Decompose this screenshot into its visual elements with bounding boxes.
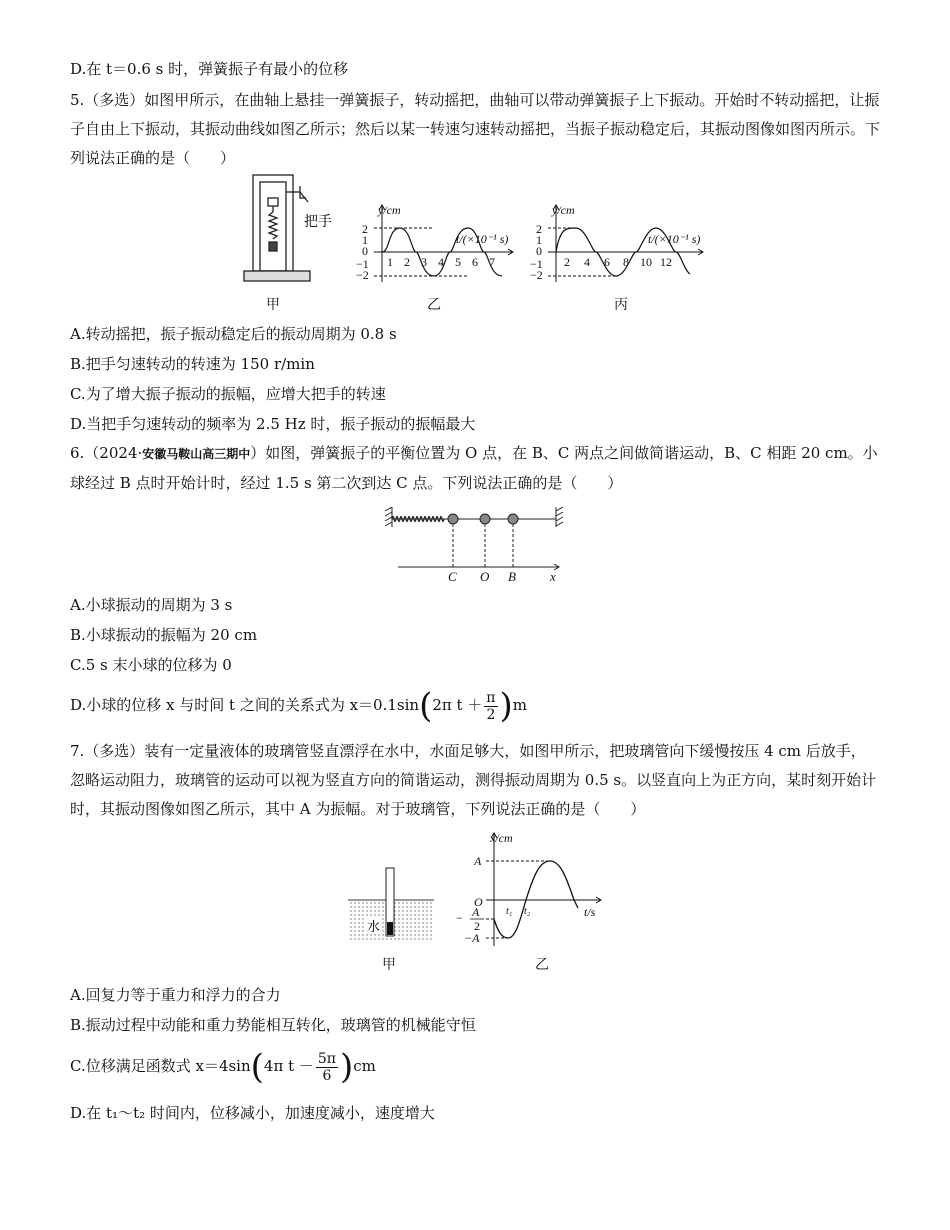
- svg-text:0: 0: [536, 244, 542, 258]
- water-label: 水: [367, 920, 381, 935]
- q6-option-d: D.小球的位移 x 与时间 t 之间的关系式为 x＝0.1sin(2π t ＋ $\frac{\pi}{2}$ )m: [70, 686, 527, 726]
- q6-option-a: A.小球振动的周期为 3 s: [70, 596, 233, 614]
- q6-option-c: C.5 s 末小球的位移为 0: [70, 656, 232, 674]
- q5-caption-jia: 甲: [266, 297, 280, 313]
- svg-text:t₂: t₂: [524, 906, 531, 917]
- svg-text:4: 4: [584, 255, 590, 269]
- svg-text:−2: −2: [356, 268, 369, 282]
- q5-stem: 5.（多选）如图甲所示，在曲轴上悬挂一弹簧振子，转动摇把，曲轴可以带动弹簧振子上下振动。开始时不转动摇把，让振子自由上下振动，其振动曲线如图乙所示；然后以某一转速匀速转动摇把，当振子振动稳定后，其振动图像如图丙所示。下列说法正确的是（ ）: [70, 91, 881, 167]
- q5-graph-bing: [526, 200, 712, 288]
- q5-fig-apparatus: [238, 172, 338, 284]
- handle-label: 把手: [304, 214, 332, 230]
- frame-inner: [260, 182, 286, 271]
- q5-caption-bing: 丙: [614, 297, 628, 313]
- q7-option-c: C.位移满足函数式 x＝4sin(4π t － $\frac{5\pi}{6}$ )cm: [70, 1047, 376, 1087]
- svg-text:O: O: [480, 569, 490, 584]
- svg-text:−1: −1: [530, 257, 543, 271]
- svg-text:t/s: t/s: [584, 905, 596, 919]
- svg-text:t/(×10⁻¹ s): t/(×10⁻¹ s): [456, 232, 509, 246]
- q7-caption-yi: 乙: [535, 957, 549, 973]
- q5-option-b: B.把手匀速转动的转速为 150 r/min: [70, 355, 315, 373]
- svg-text:3: 3: [421, 255, 427, 269]
- q6-stem: 6.（2024·安徽马鞍山高三期中）如图，弹簧振子的平衡位置为 O 点，在 B、C 两点之间做简谐运动，B、C 相距 20 cm。小球经过 B 点时开始计时，经过 1.5 s 第二次到达 C 点。下列说法正确的是（ ）: [70, 444, 878, 492]
- q7-option-a: A.回复力等于重力和浮力的合力: [70, 986, 281, 1004]
- q5-option-d: D.当把手匀速转动的频率为 2.5 Hz 时，振子振动的振幅最大: [70, 415, 476, 433]
- spring-icon: [269, 212, 277, 239]
- svg-text:10: 10: [640, 255, 652, 269]
- q5-option-c: C.为了增大振子振动的振幅，应增大把手的转速: [70, 385, 386, 403]
- q7-fig-tube: [346, 866, 436, 944]
- svg-text:0: 0: [362, 244, 368, 258]
- svg-text:O: O: [474, 895, 483, 909]
- svg-text:6: 6: [604, 255, 610, 269]
- svg-text:1: 1: [362, 233, 368, 247]
- q5-caption-yi: 乙: [427, 297, 441, 313]
- q5-graph-yi: [352, 200, 522, 288]
- svg-text:1: 1: [536, 233, 542, 247]
- ball-o: [480, 514, 490, 524]
- svg-text:2: 2: [404, 255, 410, 269]
- q7-option-b: B.振动过程中动能和重力势能相互转化，玻璃管的机械能守恒: [70, 1016, 476, 1034]
- svg-text:5: 5: [455, 255, 461, 269]
- svg-text:7: 7: [489, 255, 495, 269]
- q7-stem: 7.（多选）装有一定量液体的玻璃管竖直漂浮在水中，水面足够大，如图甲所示，把玻璃管向下缓慢按压 4 cm 后放手，忽略运动阻力，玻璃管的运动可以视为竖直方向的简谐运动，测得振动周期为 0.5 s。以竖直向上为正方向，某时刻开始计时，其振动图像如图乙所示，其中 A 为振幅。对于玻璃管，下列说法正确的是（ ）: [70, 742, 877, 818]
- q7-caption-jia: 甲: [382, 957, 396, 973]
- svg-text:C: C: [448, 569, 457, 584]
- svg-text:t/(×10⁻¹ s): t/(×10⁻¹ s): [648, 232, 701, 246]
- svg-text:A: A: [472, 905, 480, 919]
- spring-icon: [392, 517, 444, 522]
- ball-c: [448, 514, 458, 524]
- svg-text:6: 6: [472, 255, 478, 269]
- q6-source: 安徽马鞍山高三期中: [142, 447, 251, 461]
- q6-option-b: B.小球振动的振幅为 20 cm: [70, 626, 258, 644]
- q5-option-a: A.转动摇把，振子振动稳定后的振动周期为 0.8 s: [70, 325, 397, 343]
- svg-text:−2: −2: [530, 268, 543, 282]
- svg-text:−1: −1: [356, 257, 369, 271]
- q4-option-d: D.在 t＝0.6 s 时，弹簧振子有最小的位移: [70, 60, 349, 78]
- svg-text:8: 8: [623, 255, 629, 269]
- svg-text:2: 2: [474, 919, 480, 933]
- svg-text:t₁: t₁: [506, 906, 513, 917]
- svg-text:−: −: [456, 911, 463, 925]
- svg-text:B: B: [508, 569, 516, 584]
- svg-text:x/cm: x/cm: [490, 831, 513, 845]
- svg-text:1: 1: [387, 255, 393, 269]
- svg-text:y/cm: y/cm: [552, 203, 575, 217]
- ball-b: [508, 514, 518, 524]
- q6-fig-oscillator: [380, 505, 570, 585]
- svg-text:12: 12: [660, 255, 672, 269]
- svg-text:4: 4: [438, 255, 444, 269]
- q7-option-d: D.在 t₁～t₂ 时间内，位移减小，加速度减小，速度增大: [70, 1104, 435, 1122]
- svg-text:−A: −A: [464, 931, 480, 945]
- svg-text:2: 2: [536, 222, 542, 236]
- svg-text:2: 2: [564, 255, 570, 269]
- svg-text:y/cm: y/cm: [378, 203, 401, 217]
- q7-graph-yi: [450, 828, 610, 950]
- svg-text:2: 2: [362, 222, 368, 236]
- svg-text:A: A: [474, 854, 482, 868]
- svg-text:x: x: [550, 569, 556, 584]
